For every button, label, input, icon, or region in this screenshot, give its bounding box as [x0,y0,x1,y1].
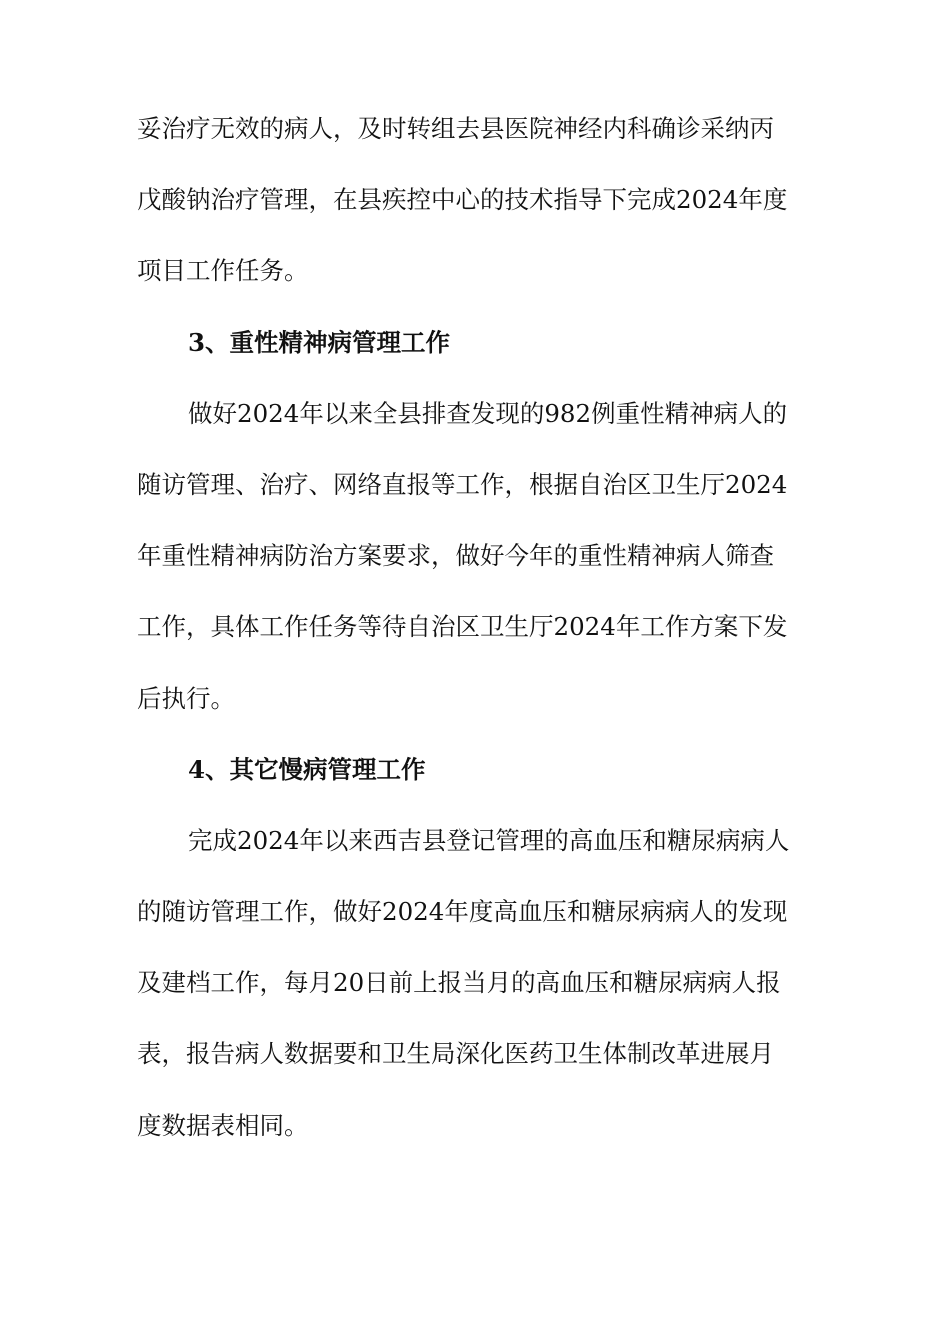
section-heading-4: 4、其它慢病管理工作 [188,754,426,784]
paragraph-line: 的随访管理工作，做好2024年度高血压和糖尿病病人的发现 [137,897,788,927]
paragraph-line: 做好2024年以来全县排查发现的982例重性精神病人的 [188,398,788,428]
paragraph-line: 项目工作任务。 [137,256,309,286]
paragraph-line: 后执行。 [137,683,235,713]
paragraph-line: 妥治疗无效的病人，及时转组去县医院神经内科确诊采纳丙 [137,114,774,143]
paragraph-line: 随访管理、治疗、网络直报等工作，根据自治区卫生厅2024 [137,469,788,499]
paragraph-line: 度数据表相同。 [137,1110,309,1140]
paragraph-line: 完成2024年以来西吉县登记管理的高血压和糖尿病病人 [188,825,790,855]
paragraph-line: 戊酸钠治疗管理，在县疾控中心的技术指导下完成2024年度 [137,185,788,215]
paragraph-line: 及建档工作，每月20日前上报当月的高血压和糖尿病病人报 [137,968,781,998]
paragraph-line: 年重性精神病防治方案要求，做好今年的重性精神病人筛查 [137,541,774,571]
section-heading-3: 3、重性精神病管理工作 [188,327,451,357]
paragraph-line: 表，报告病人数据要和卫生局深化医药卫生体制改革进展月 [137,1039,774,1069]
paragraph-line: 工作，具体工作任务等待自治区卫生厅2024年工作方案下发 [137,612,788,642]
document-body [137,103,817,1171]
